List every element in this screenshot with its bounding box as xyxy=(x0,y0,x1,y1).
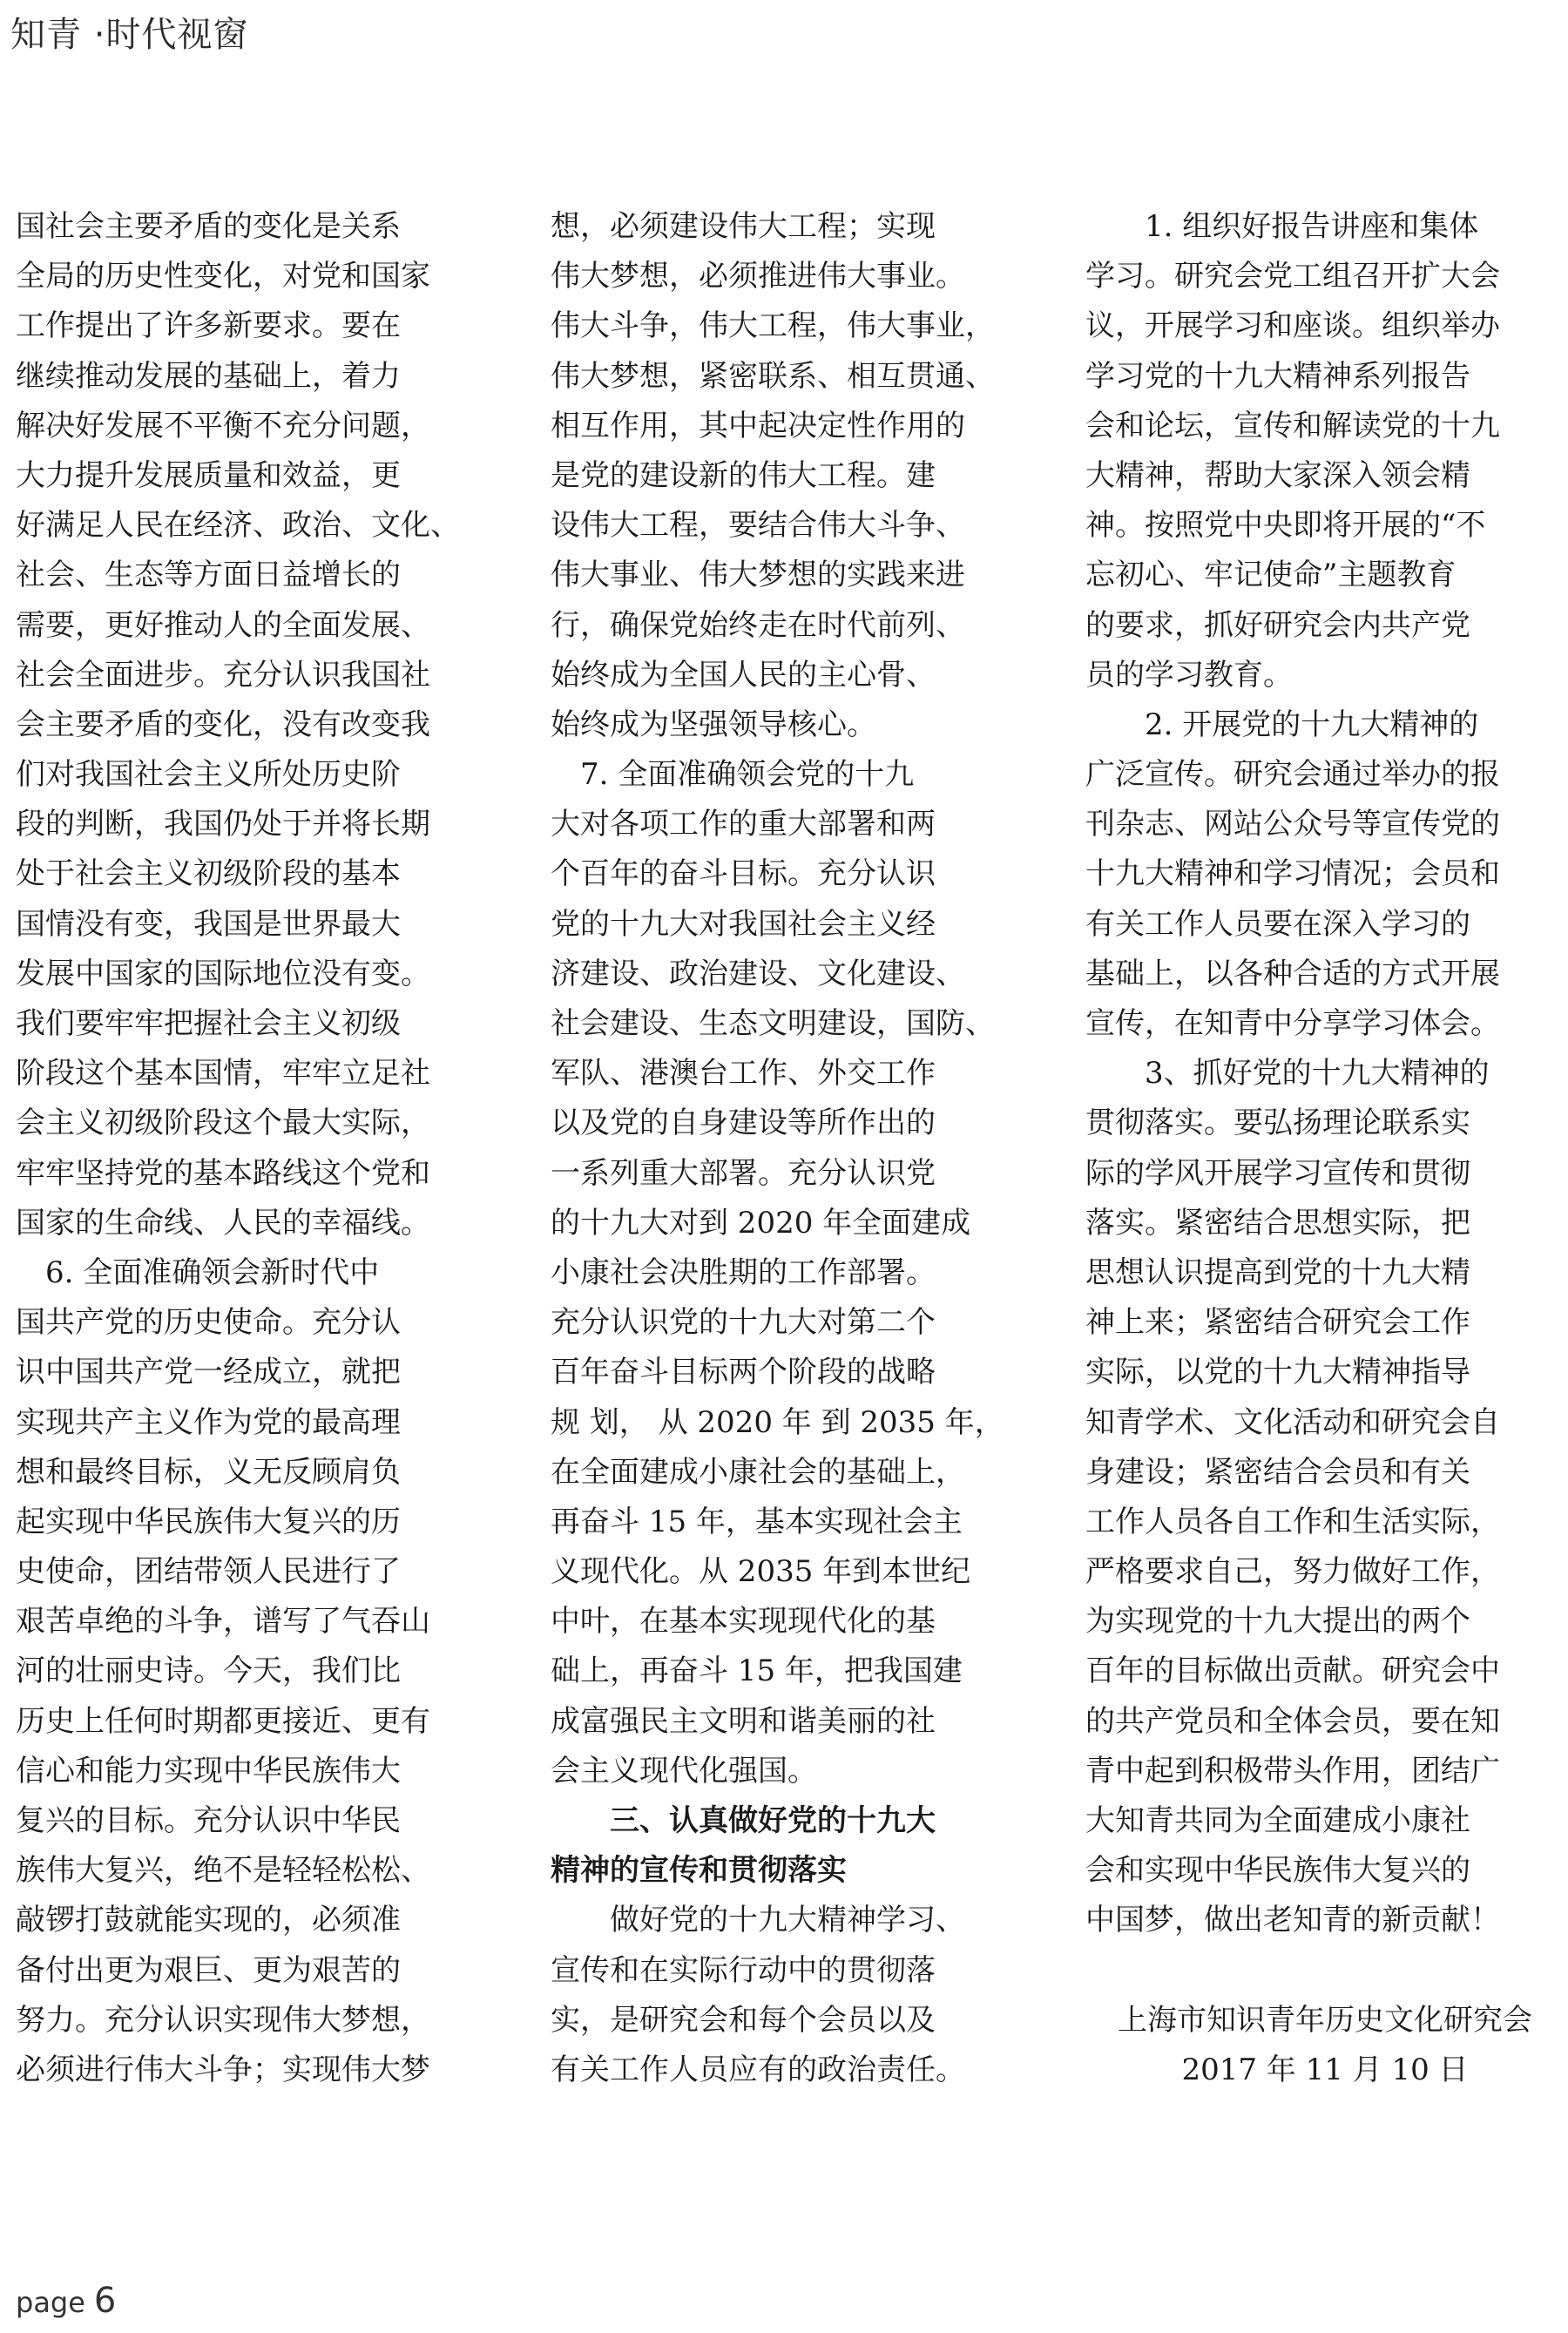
text-column-3 xyxy=(1085,202,1565,2095)
text-line: 的要求，抓好研究会内共产党 xyxy=(1085,607,1470,643)
text-line: 会主义现代化强国。 xyxy=(551,1753,817,1789)
text-line: 牢牢坚持党的基本路线这个党和 xyxy=(16,1155,430,1191)
text-line: 中国梦，做出老知青的新贡献！ xyxy=(1085,1903,1500,1938)
text-line: 是党的建设新的伟大工程。建 xyxy=(551,457,936,493)
text-line: 基础上，以各种合适的方式开展 xyxy=(1085,956,1500,991)
text-line: 党的十九大对我国社会主义经 xyxy=(551,906,936,942)
text-line: 做好党的十九大精神学习、 xyxy=(551,1903,965,1938)
text-line: 国社会主要矛盾的变化是关系 xyxy=(16,209,401,244)
text-line: 河的壮丽史诗。今天，我们比 xyxy=(16,1653,401,1689)
text-line: 军队、港澳台工作、外交工作 xyxy=(551,1056,936,1092)
text-line: 史使命，团结带领人民进行了 xyxy=(16,1554,401,1590)
text-line: 学习。研究会党工组召开扩大会 xyxy=(1085,259,1500,294)
text-line: 一系列重大部署。充分认识党 xyxy=(551,1155,936,1191)
page-label: page xyxy=(16,2286,85,2319)
text-line: 神。按照党中央即将开展的“不 xyxy=(1085,508,1486,544)
text-line: 必须进行伟大斗争；实现伟大梦 xyxy=(16,2052,430,2087)
text-line: 工作人员各自工作和生活实际， xyxy=(1085,1504,1500,1539)
text-line: 阶段这个基本国情，牢牢立足社 xyxy=(16,1056,430,1092)
text-line: 身建设；紧密结合会员和有关 xyxy=(1085,1454,1470,1490)
text-line: 精神的宣传和贯彻落实 xyxy=(551,1853,847,1889)
page-header: 知青 ·时代视窗 xyxy=(10,15,249,55)
text-line: 社会建设、生态文明建设，国防、 xyxy=(551,1006,995,1041)
text-line: 伟大斗争，伟大工程，伟大事业， xyxy=(551,308,995,344)
text-line: 有关工作人员要在深入学习的 xyxy=(1085,906,1470,942)
text-line: 会主要矛盾的变化，没有改变我 xyxy=(16,707,430,742)
text-line: 伟大事业、伟大梦想的实践来进 xyxy=(551,558,965,593)
text-line: 广泛宣传。研究会通过举办的报 xyxy=(1085,757,1500,793)
text-line: 信心和能力实现中华民族伟大 xyxy=(16,1753,401,1789)
page-number: 6 xyxy=(93,2281,117,2321)
text-line: 6. 全面准确领会新时代中 xyxy=(16,1254,380,1290)
text-line: 识中国共产党一经成立，就把 xyxy=(16,1355,401,1390)
text-line: 刊杂志、网站公众号等宣传党的 xyxy=(1085,807,1500,842)
text-line: 始终成为坚强领导核心。 xyxy=(551,707,876,742)
text-line: 际的学风开展学习宣传和贯彻 xyxy=(1085,1155,1470,1191)
text-line: 发展中国家的国际地位没有变。 xyxy=(16,956,430,991)
text-line: 宣传和在实际行动中的贯彻落 xyxy=(551,1952,936,1988)
text-line: 2. 开展党的十九大精神的 xyxy=(1085,707,1479,742)
text-line: 想，必须建设伟大工程；实现 xyxy=(551,209,936,244)
text-line: 思想认识提高到党的十九大精 xyxy=(1085,1254,1470,1290)
text-line: 忘初心、牢记使命”主题教育 xyxy=(1085,558,1456,593)
text-line: 础上，再奋斗 15 年，把我国建 xyxy=(551,1653,963,1689)
text-line: 个百年的奋斗目标。充分认识 xyxy=(551,856,936,892)
text-line: 设伟大工程，要结合伟大斗争、 xyxy=(551,508,965,544)
text-line: 义现代化。从 2035 年到本世纪 xyxy=(551,1554,971,1590)
text-line: 在全面建成小康社会的基础上， xyxy=(551,1454,965,1490)
text-line: 议，开展学习和座谈。组织举办 xyxy=(1085,308,1500,344)
text-line: 三、认真做好党的十九大 xyxy=(551,1803,936,1838)
text-line: 神上来；紧密结合研究会工作 xyxy=(1085,1305,1470,1341)
text-line: 我们要牢牢把握社会主义初级 xyxy=(16,1006,401,1041)
text-line: 的十九大对到 2020 年全面建成 xyxy=(551,1205,971,1241)
text-line: 实，是研究会和每个会员以及 xyxy=(551,2002,936,2038)
text-line: 处于社会主义初级阶段的基本 xyxy=(16,856,401,892)
text-line: 需要，更好推动人的全面发展、 xyxy=(16,607,430,643)
text-line: 学习党的十九大精神系列报告 xyxy=(1085,358,1470,394)
text-line: 社会、生态等方面日益增长的 xyxy=(16,558,401,593)
text-line: 继续推动发展的基础上，着力 xyxy=(16,358,401,394)
text-line: 十九大精神和学习情况；会员和 xyxy=(1085,856,1500,892)
text-line: 始终成为全国人民的主心骨、 xyxy=(551,657,936,693)
text-line: 艰苦卓绝的斗争，谱写了气吞山 xyxy=(16,1604,430,1640)
text-line: 规 划， 从 2020 年 到 2035 年， xyxy=(551,1404,1004,1440)
text-line: 们对我国社会主义所处历史阶 xyxy=(16,757,401,793)
text-line: 大力提升发展质量和效益，更 xyxy=(16,457,401,493)
text-line: 起实现中华民族伟大复兴的历 xyxy=(16,1504,401,1539)
text-line: 有关工作人员应有的政治责任。 xyxy=(551,2052,965,2087)
text-line: 国情没有变，我国是世界最大 xyxy=(16,906,401,942)
text-line: 国共产党的历史使命。充分认 xyxy=(16,1305,401,1341)
text-line: 会和实现中华民族伟大复兴的 xyxy=(1085,1853,1470,1889)
text-line: 成富强民主文明和谐美丽的社 xyxy=(551,1703,936,1739)
text-line: 上海市知识青年历史文化研究会 xyxy=(1118,2002,1532,2038)
text-line: 历史上任何时期都更接近、更有 xyxy=(16,1703,430,1739)
text-line: 大知青共同为全面建成小康社 xyxy=(1085,1803,1470,1838)
text-line: 工作提出了许多新要求。要在 xyxy=(16,308,401,344)
text-line: 员的学习教育。 xyxy=(1085,657,1293,693)
text-line: 充分认识党的十九大对第二个 xyxy=(551,1305,936,1341)
text-line: 伟大梦想，紧密联系、相互贯通、 xyxy=(551,358,995,394)
text-line: 复兴的目标。充分认识中华民 xyxy=(16,1803,401,1838)
text-line: 解决好发展不平衡不充分问题， xyxy=(16,408,430,443)
text-line: 族伟大复兴，绝不是轻轻松松、 xyxy=(16,1853,430,1889)
text-line: 会和论坛，宣传和解读党的十九 xyxy=(1085,408,1500,443)
text-line: 严格要求自己，努力做好工作， xyxy=(1085,1554,1500,1590)
text-line: 的共产党员和全体会员，要在知 xyxy=(1085,1703,1500,1739)
page-footer xyxy=(16,2281,116,2321)
text-line: 7. 全面准确领会党的十九 xyxy=(551,757,915,793)
text-line: 济建设、政治建设、文化建设、 xyxy=(551,956,965,991)
text-line: 百年奋斗目标两个阶段的战略 xyxy=(551,1355,936,1390)
text-line: 3、抓好党的十九大精神的 xyxy=(1085,1056,1490,1092)
text-line: 伟大梦想，必须推进伟大事业。 xyxy=(551,259,965,294)
text-column-1 xyxy=(16,202,502,2095)
text-line: 大对各项工作的重大部署和两 xyxy=(551,807,936,842)
text-line: 落实。紧密结合思想实际，把 xyxy=(1085,1205,1470,1241)
text-line: 备付出更为艰巨、更为艰苦的 xyxy=(16,1952,401,1988)
text-line: 敲锣打鼓就能实现的，必须准 xyxy=(16,1903,401,1938)
text-line: 实现共产主义作为党的最高理 xyxy=(16,1404,401,1440)
text-line: 2017 年 11 月 10 日 xyxy=(1181,2052,1469,2087)
text-line: 中叶，在基本实现现代化的基 xyxy=(551,1604,936,1640)
text-line: 好满足人民在经济、政治、文化、 xyxy=(16,508,460,544)
text-line: 努力。充分认识实现伟大梦想， xyxy=(16,2002,430,2038)
text-line: 1. 组织好报告讲座和集体 xyxy=(1085,209,1479,244)
text-line: 全局的历史性变化，对党和国家 xyxy=(16,259,430,294)
text-line: 会主义初级阶段这个最大实际， xyxy=(16,1106,430,1141)
text-line: 行，确保党始终走在时代前列、 xyxy=(551,607,965,643)
text-line: 想和最终目标，义无反顾肩负 xyxy=(16,1454,401,1490)
text-line: 小康社会决胜期的工作部署。 xyxy=(551,1254,936,1290)
text-line: 再奋斗 15 年，基本实现社会主 xyxy=(551,1504,963,1539)
text-line: 相互作用，其中起决定性作用的 xyxy=(551,408,965,443)
text-line: 实际，以党的十九大精神指导 xyxy=(1085,1355,1470,1390)
text-line: 国家的生命线、人民的幸福线。 xyxy=(16,1205,430,1241)
text-line: 社会全面进步。充分认识我国社 xyxy=(16,657,430,693)
text-line xyxy=(1085,1946,1565,1996)
text-line: 宣传，在知青中分享学习体会。 xyxy=(1085,1006,1500,1041)
text-line: 为实现党的十九大提出的两个 xyxy=(1085,1604,1470,1640)
text-column-2 xyxy=(551,202,1038,2095)
text-line: 青中起到积极带头作用，团结广 xyxy=(1085,1753,1500,1789)
text-line: 贯彻落实。要弘扬理论联系实 xyxy=(1085,1106,1470,1141)
text-line: 百年的目标做出贡献。研究会中 xyxy=(1085,1653,1500,1689)
text-line: 知青学术、文化活动和研究会自 xyxy=(1085,1404,1500,1440)
text-line: 段的判断，我国仍处于并将长期 xyxy=(16,807,430,842)
text-line: 以及党的自身建设等所作出的 xyxy=(551,1106,936,1141)
text-line: 大精神，帮助大家深入领会精 xyxy=(1085,457,1470,493)
